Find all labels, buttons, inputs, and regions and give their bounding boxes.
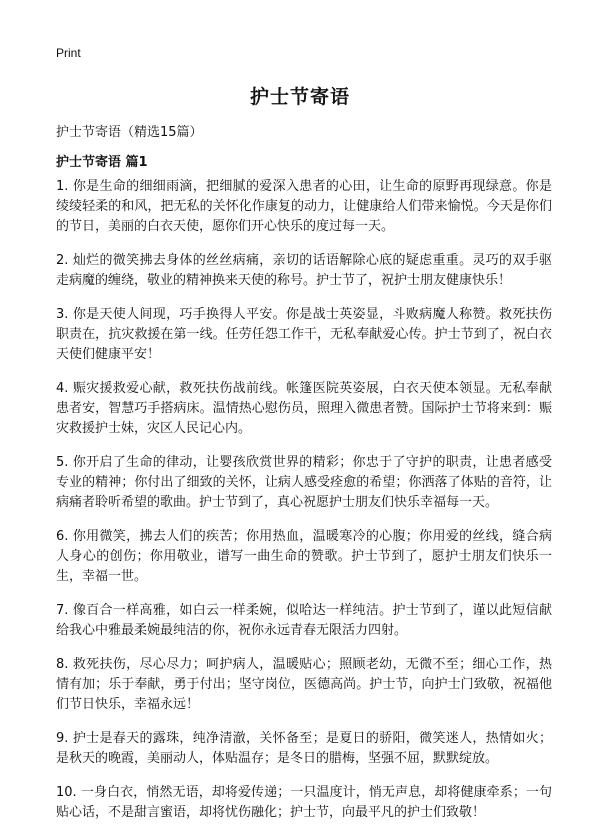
document-subtitle: 护士节寄语（精选15篇） xyxy=(56,125,203,140)
paragraph-7: 7. 像百合一样高雅，如白云一样柔婉，似哈达一样纯洁。护士节到了，谨以此短信献给我心中雅最柔婉最纯洁的你，祝你永远青春无限活力四射。 xyxy=(56,603,552,638)
paragraph-9: 9. 护士是春天的露珠，纯净清澈，关怀备至；是夏日的骄阳，微笑迷人，热情如火；是秋天的晚霞，美丽动人，体贴温存；是冬日的腊梅，坚强不屈，默默绽放。 xyxy=(56,731,552,766)
page-title: 护士节寄语 xyxy=(249,86,350,108)
paragraph-3: 3. 你是天使人间现，巧手换得人平安。你是战士英姿显，斗败病魔人称赞。救死扶伤职责在，抗灾救援在第一线。任劳任怨工作干，无私奉献爱心传。护士节到了，祝白衣天使们健康平安！ xyxy=(56,307,552,362)
paragraph-5: 5. 你开启了生命的律动，让婴孩欣赏世界的精彩；你忠于了守护的职责，让患者感受专业的精神；你付出了细致的关怀，让病人感受痊愈的希望；你洒落了体贴的音符，让病痛者聆听希望的歌曲。护士节到了，真心祝愿护士朋友们快乐幸福每一天。 xyxy=(56,455,552,510)
article-body xyxy=(56,177,552,837)
paragraph-6: 6. 你用微笑，拂去人们的疾苦；你用热血，温暖寒冷的心腹；你用爱的丝线，缝合病人身心的创伤；你用敬业，谱写一曲生命的赞歌。护士节到了，愿护士朋友们快乐一生，幸福一世。 xyxy=(56,529,552,584)
paragraph-10: 10. 一身白衣，悄然无语，却将爱传递；一只温度计，悄无声息，却将健康牵系；一句贴心话，不是甜言蜜语，却将忧伤融化；护士节，向最平凡的护士们致敬！ xyxy=(56,785,552,820)
print-link[interactable]: Print xyxy=(56,46,81,60)
paragraph-1: 1. 你是生命的细细雨滴，把细腻的爱深入患者的心田，让生命的原野再现绿意。你是绫绫轻柔的和风，把无私的关怀化作康复的动力，让健康给人们带来愉悦。今天是你们的节日，美丽的白衣天使，愿你们开心快乐的度过每一天。 xyxy=(56,179,552,234)
paragraph-4: 4. 赈灾援救爱心献，救死扶伤战前线。帐篷医院英姿展，白衣天使本领显。无私奉献患者安，智慧巧手搭病床。温情热心慰伤员，照理入微患者赞。国际护士节将来到：赈灾救援护士妹，灾区人民记心内。 xyxy=(56,381,552,436)
paragraph-8: 8. 救死扶伤，尽心尽力；呵护病人，温暖贴心；照顾老幼，无微不至；细心工作，热情有加；乐于奉献，勇于付出；坚守岗位，医德高尚。护士节，向护士门致敬，祝福他们节日快乐，幸福永远！ xyxy=(56,657,552,712)
paragraph-2: 2. 灿烂的微笑拂去身体的丝丝病痛，亲切的话语解除心底的疑虑重重。灵巧的双手驱走病魔的缠绕，敬业的精神换来天使的称号。护士节了，祝护士朋友健康快乐！ xyxy=(56,253,552,288)
section-heading: 护士节寄语 篇1 xyxy=(56,155,148,170)
